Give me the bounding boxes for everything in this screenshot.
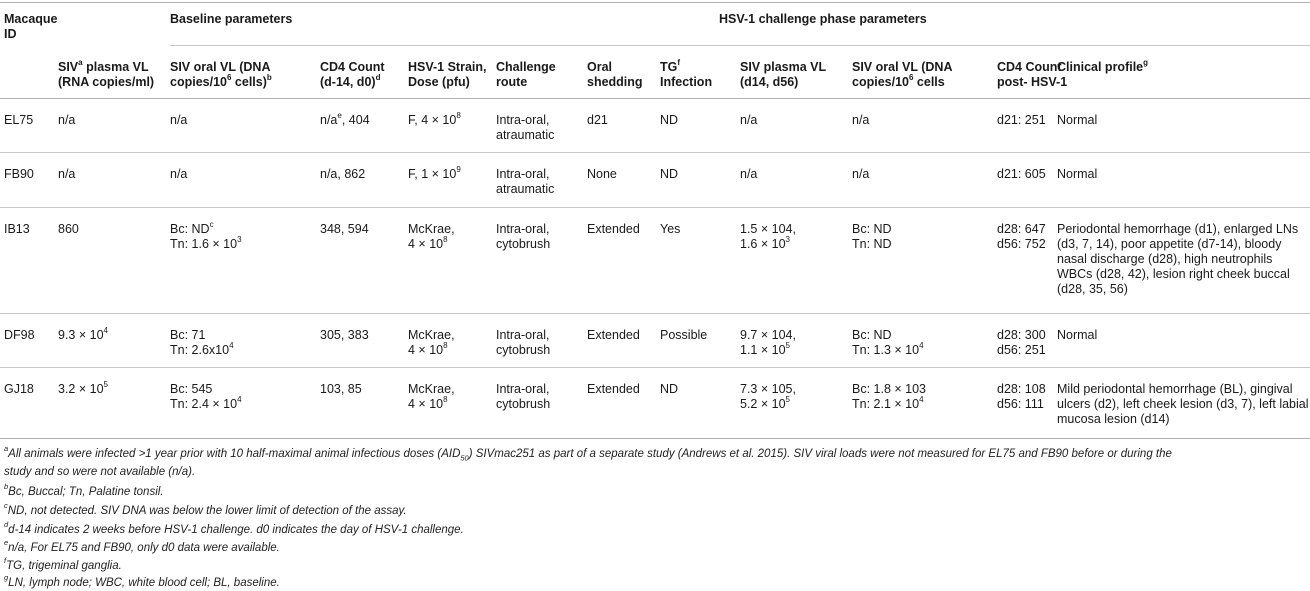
footnote-a: $^a$All animals were infected >1 year prior with 10 half-maximal animal infectious doses $(AID_{50})$ SIVmac251 as part of a separate study (Andrews et al. 2015). SIV viral loads were not measured for EL75 and FB90 before or during the [4, 444, 1172, 463]
cell-macaque-id: IB13 [4, 222, 30, 236]
macaque-id-header: Macaque ID [4, 12, 58, 41]
cell-siv-oral-vl: Bc: $ND^c$ Tn: $1.6 \times 10^3$ [170, 219, 242, 251]
cell-oral-shedding: None [587, 167, 617, 181]
col-header-hsv-strain: HSV-1 Strain, Dose (pfu) [408, 60, 487, 89]
cell-siv-plasma-vl: $9.3 \times 10^4$ [58, 325, 108, 342]
cell-clinical-profile: Normal [1057, 113, 1098, 127]
cell-macaque-id: EL75 [4, 113, 34, 127]
cell-cd4-post: d21: 251 [997, 113, 1046, 127]
challenge-group-header: HSV-1 challenge phase parameters [719, 12, 927, 26]
cell-siv-plasma-vl: $3.2 \times 10^5$ [58, 379, 108, 396]
cell-clinical-profile: Normal [1057, 328, 1098, 342]
bottom-rule [0, 438, 1310, 439]
cell-hsv-strain: F, $1 \times 10^9$ [408, 164, 461, 181]
col-header-challenge-route: Challenge route [496, 60, 556, 89]
cell-clinical-profile: Periodontal hemorrhage (d1), enlarged LNs (d3, 7, 14), poor appetite (d7-14), bloody nasal discharge (d28), high neutrophils WBCs (d28, 42), lesion right cheek buccal (d28, 35, 56) [1057, 222, 1299, 296]
col-header-siv-plasma-vl: SIV$^a$ plasma VL (RNA copies/ml) [58, 57, 155, 89]
cell-siv-oral-vl: Bc: 71 Tn: $2.6x10^4$ [170, 328, 234, 357]
cell-tg-infection: ND [660, 167, 679, 181]
cell-clinical-profile: Normal [1057, 167, 1098, 181]
cell-tg-infection: ND [660, 113, 679, 127]
cell-siv-oral-vl-challenge: n/a [852, 113, 870, 127]
col-header-siv-plasma-vl-challenge: SIV plasma VL (d14, d56) [740, 60, 827, 89]
cell-siv-plasma-vl: n/a [58, 113, 76, 127]
col-header-oral-shedding: Oral shedding [587, 60, 643, 89]
cell-siv-plasma-vl-challenge: 9.7 × 104, $1.1 \times 10^5$ [740, 328, 796, 357]
cell-siv-oral-vl: n/a [170, 167, 188, 181]
cell-cd4-post: d21: 605 [997, 167, 1046, 181]
row-rule [0, 313, 1310, 314]
baseline-group-header: Baseline parameters [170, 12, 293, 26]
cell-hsv-strain: McKrae, $4 \times 10^8$ [408, 328, 455, 357]
footnote-a-continued: study and so were not available (n/a). [4, 466, 196, 478]
cell-challenge-route: Intra-oral, atraumatic [496, 113, 555, 142]
cell-challenge-route: Intra-oral, cytobrush [496, 382, 551, 411]
cell-challenge-route: Intra-oral, cytobrush [496, 328, 551, 357]
cell-siv-plasma-vl-challenge: n/a [740, 167, 758, 181]
cell-cd4-post: d28: 300 d56: 251 [997, 328, 1046, 357]
cell-cd4-count: 348, 594 [320, 222, 369, 236]
footnote-d: $^d$d-14 indicates 2 weeks before HSV-1 challenge. d0 indicates the day of HSV-1 challenge. [4, 520, 464, 536]
cell-siv-oral-vl: n/a [170, 113, 188, 127]
col-header-cd4-post: CD4 Count post- HSV-1 [997, 60, 1068, 89]
cell-cd4-count: $n/a^e$, 404 [320, 110, 370, 127]
cell-cd4-post: d28: 108 d56: 111 [997, 382, 1046, 411]
cell-tg-infection: ND [660, 382, 679, 396]
cell-oral-shedding: d21 [587, 113, 608, 127]
col-header-siv-oral-vl: SIV oral VL (DNA copies/$10^6$ cells)$^b$ [170, 60, 272, 89]
cell-challenge-route: Intra-oral, cytobrush [496, 222, 551, 251]
cell-siv-plasma-vl: n/a [58, 167, 76, 181]
cell-hsv-strain: McKrae, $4 \times 10^8$ [408, 222, 455, 251]
cell-oral-shedding: Extended [587, 222, 640, 236]
cell-cd4-post: d28: 647 d56: 752 [997, 222, 1046, 251]
row-rule [0, 367, 1310, 368]
cell-oral-shedding: Extended [587, 382, 640, 396]
cell-challenge-route: Intra-oral, atraumatic [496, 167, 555, 196]
cell-macaque-id: FB90 [4, 167, 34, 181]
cell-siv-oral-vl-challenge: Bc: ND Tn: ND [852, 222, 892, 251]
top-rule [0, 2, 1310, 3]
footnote-b: $^b$Bc, Buccal; Tn, Palatine tonsil. [4, 482, 164, 498]
cell-hsv-strain: McKrae, $4 \times 10^8$ [408, 382, 455, 411]
col-header-clinical-profile: Clinical profile$^g$ [1057, 57, 1149, 74]
col-header-cd4-count: CD4 Count (d-14, d0)$^d$ [320, 60, 385, 89]
cell-siv-plasma-vl-challenge: 7.3 × 105, $5.2 \times 10^5$ [740, 382, 796, 411]
cell-hsv-strain: F, $4 \times 10^8$ [408, 110, 461, 127]
cell-siv-oral-vl-challenge: Bc: ND Tn: $1.3 \times 10^4$ [852, 328, 924, 357]
cell-tg-infection: Possible [660, 328, 708, 342]
group-rule [170, 45, 1310, 46]
cell-siv-oral-vl-challenge: Bc: 1.8 × 103 Tn: $2.1 \times 10^4$ [852, 382, 927, 411]
cell-macaque-id: DF98 [4, 328, 35, 342]
footnote-c: $^c$ND, not detected. SIV DNA was below the lower limit of detection of the assay. [4, 501, 407, 517]
cell-siv-oral-vl-challenge: n/a [852, 167, 870, 181]
header-rule [0, 98, 1310, 99]
cell-cd4-count: n/a, 862 [320, 167, 366, 181]
cell-macaque-id: GJ18 [4, 382, 34, 396]
cell-tg-infection: Yes [660, 222, 681, 236]
cell-siv-plasma-vl: 860 [58, 222, 79, 236]
cell-siv-plasma-vl-challenge: 1.5 × 104, $1.6 \times 10^3$ [740, 222, 796, 251]
footnote-g: $^g$LN, lymph node; WBC, white blood cell; BL, baseline. [4, 573, 280, 589]
footnote-e: $^e$n/a, For EL75 and FB90, only d0 data were available. [4, 538, 280, 554]
col-header-siv-oral-vl-challenge: SIV oral VL (DNA copies/$10^6$ cells [852, 60, 953, 89]
cell-oral-shedding: Extended [587, 328, 640, 342]
col-header-tg-infection: $TG^f$ Infection [660, 57, 713, 89]
cell-siv-plasma-vl-challenge: n/a [740, 113, 758, 127]
row-rule [0, 207, 1310, 208]
cell-clinical-profile: Mild periodontal hemorrhage (BL), gingival ulcers (d2), left cheek lesion (d3, 7), left labial mucosa lesion (d14) [1057, 382, 1309, 426]
cell-siv-oral-vl: Bc: 545 Tn: $2.4 \times 10^4$ [170, 382, 242, 411]
cell-cd4-count: 305, 383 [320, 328, 369, 342]
footnote-f: $^f$TG, trigeminal ganglia. [4, 556, 122, 572]
row-rule [0, 152, 1310, 153]
cell-cd4-count: 103, 85 [320, 382, 362, 396]
